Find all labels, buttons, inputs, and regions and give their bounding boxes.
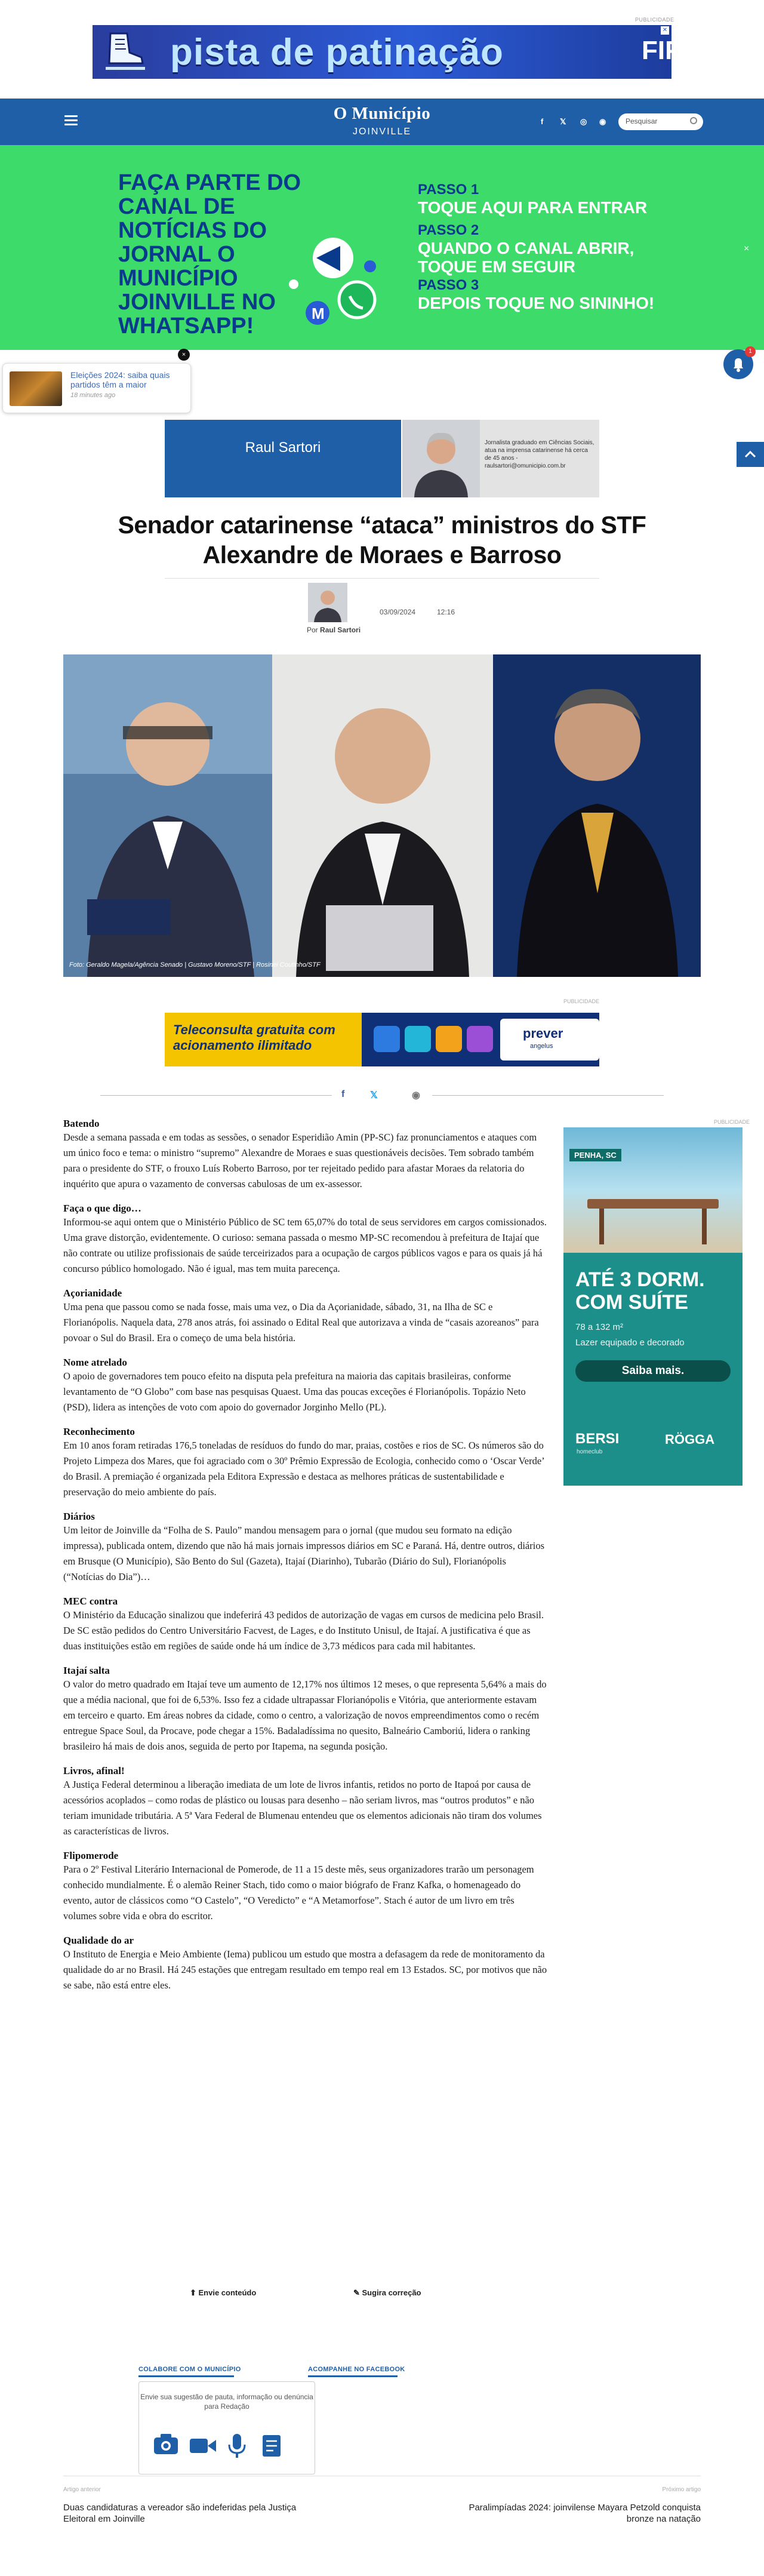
skate-icon [98, 29, 152, 75]
ad-brand-1: BERSI [575, 1431, 620, 1447]
ad-feature-2: Lazer equipado e decorado [575, 1338, 685, 1348]
section-text: Desde a semana passada e em todas as sessões, o senador Esperidião Amin (PP-SC) faz pronunciamentos e ataques com um único foco e tema: o ministro “supremo” Alexandre de Moraes e suas questionáveis decisões. Tem sobrado também para o presidente do STF, o frouxo Luís Roberto Barroso, por ter rejeitado pedido para afastar Moraes da relatoria do inquérito que apura o vazamento de conversas cabulosas de um ex-assessor. [63, 1132, 537, 1189]
article-time: 12:16 [437, 608, 455, 616]
notification-close-icon[interactable]: × [178, 349, 190, 361]
ad-location: PENHA, SC [569, 1149, 621, 1161]
columnist-photo [402, 420, 480, 497]
instagram-icon[interactable]: ◎ [580, 117, 587, 126]
svg-text:M: M [312, 305, 325, 322]
ad-text: Teleconsulta gratuita com acionamento ilimitado [173, 1022, 335, 1053]
photo-caption: Foto: Geraldo Magela/Agência Senado | Gustavo Moreno/STF | Rosinei Coutinho/STF [69, 961, 321, 969]
step-heading: PASSO 1 [418, 182, 479, 198]
ad-brand-sub: A FEIRA DA MODA [701, 44, 748, 63]
step-text: QUANDO O CANAL ABRIR, TOQUE EM SEGUIR [418, 239, 634, 276]
colab-tab[interactable]: COLABORE COM O MUNICÍPIO [138, 2366, 241, 2373]
facebook-icon[interactable]: f [541, 117, 544, 126]
real-estate-ad[interactable] [563, 1127, 743, 1486]
write-icon[interactable] [263, 2435, 281, 2457]
site-logo[interactable]: O Município [333, 104, 431, 123]
section-heading: Livros, afinal! [63, 1765, 125, 1776]
ad-brand-2: RÖGGA [665, 1432, 715, 1447]
section-heading: Batendo [63, 1118, 100, 1129]
article-title: Senador catarinense “ataca” ministros do STF Alexandre de Moraes e Barroso [118, 511, 646, 568]
article-date: 03/09/2024 [380, 608, 416, 616]
article-body [63, 1118, 548, 1993]
top-banner-ad[interactable] [93, 25, 748, 79]
next-article-label: Próximo artigo [662, 2486, 701, 2493]
next-article-link[interactable]: Paralimpíadas 2024: joinvilense Mayara Petzold conquista bronze na natação [469, 2503, 701, 2524]
whatsapp-icon[interactable]: ◉ [599, 117, 606, 126]
ad-close-icon[interactable]: ✕ [661, 26, 669, 35]
columnist-bio: Jornalista graduado em Ciências Sociais, atua na imprensa catarinense há cerca de 45 anos - raulsartori@omunicipio.com.br [480, 420, 599, 497]
ad-headline: ATÉ 3 DORM. COM SUÍTE [575, 1268, 705, 1314]
divider [165, 578, 599, 579]
columnist-name[interactable]: Raul Sartori [245, 439, 321, 456]
step-text: DEPOIS TOQUE NO SININHO! [418, 294, 655, 312]
section-heading: MEC contra [63, 1596, 118, 1607]
step-text: TOQUE AQUI PARA ENTRAR [418, 198, 648, 217]
share-whatsapp-icon[interactable]: ◉ [412, 1090, 420, 1101]
camera-icon[interactable] [154, 2434, 178, 2454]
ad-cta-button[interactable]: Saiba mais. [575, 1360, 731, 1382]
send-content-label: Envie conteúdo [198, 2288, 257, 2297]
chevron-up-icon [737, 442, 764, 467]
byline-prefix: Por [307, 626, 318, 634]
ad-brand: FIP [642, 36, 683, 65]
section-text: Informou-se aqui ontem que o Ministério Público de SC tem 65,07% do total de seus servidores em cargos comissionados. Uma grave distorção, evidentemente. O curioso: semana passada o mesmo MP-SC recomendou à prefeitura de Itajaí que não contrate ou utilize profissionais de saúde terceirizados para a ocupação de cargos públicos vagos e para os quais já há concurso público homologado. Não é igual, mas tem muita parecença. [63, 1216, 547, 1274]
ad-label: PUBLICIDADE [563, 998, 600, 1004]
columnist-banner [165, 420, 401, 497]
tab-underline [308, 2375, 398, 2377]
section-text: O apoio de governadores tem pouco efeito na disputa pela prefeitura na maioria das capitais brasileiras, conforme levantamento de “O Globo” com base nas pesquisas Quaest. Uma das poucas exceções é Florianópolis. Topázio Neto (PSD), lidera as intenções de voto com apoio do governador Jorginho Mello (PL). [63, 1370, 526, 1413]
step-heading: PASSO 3 [418, 277, 479, 293]
section-heading: Flipomerode [63, 1850, 119, 1861]
notification-thumbnail [10, 371, 62, 406]
section-heading: Açorianidade [63, 1287, 122, 1299]
byline-author[interactable]: Raul Sartori [320, 626, 361, 634]
suggest-correction-label: Sugira correção [362, 2288, 421, 2297]
whatsapp-banner-headline: FAÇA PARTE DO CANAL DE NOTÍCIAS DO JORNAL O MUNICÍPIO JOINVILLE NO WHATSAPP! [118, 170, 301, 339]
site-logo-subtitle: JOINVILLE [352, 127, 412, 137]
whatsapp-step-1[interactable] [418, 182, 692, 217]
article-byline [307, 626, 361, 634]
colab-text: Envie sua sugestão de pauta, informação ou denúncia para Redação [140, 2393, 313, 2411]
step-heading: PASSO 2 [418, 222, 479, 238]
section-heading: Diários [63, 1511, 95, 1522]
banner-close-icon[interactable]: × [744, 244, 750, 254]
ad-feature-1: 78 a 132 m² [575, 1322, 624, 1332]
share-facebook-icon[interactable]: f [341, 1089, 345, 1099]
ad-brand-sub: angelus [530, 1043, 553, 1050]
ad-slogan: pista de patinação [170, 32, 504, 73]
tab-underline [138, 2375, 234, 2377]
ad-label: PUBLICIDADE [635, 17, 674, 23]
section-text: O valor do metro quadrado em Itajaí teve um aumento de 12,17% nos últimos 12 meses, o que representa 5,64% a mais do que a média nacional, que foi de 6,53%. Isso fez a cidade ultrapassar Florianópolis e Vitória, que anteriormente estavam em terceiro e quarto. Em áreas nobres da cidade, como o centro, a valorização de novos empreendimentos como o recém entregue Space Soul, da Procave, pode chegar a 15%. Badaladíssima no quesito, Balneário Camboriú, lidera o ranking brasileiro há mais de dois anos, seguida de perto por Itapema, na segunda posição. [63, 1679, 547, 1752]
ad-brand-1-sub: homeclub [577, 1449, 603, 1455]
divider [432, 1095, 664, 1096]
prev-article-label: Artigo anterior [63, 2486, 101, 2493]
section-heading: Qualidade do ar [63, 1935, 134, 1946]
section-text: Um leitor de Joinville da “Folha de S. Paulo” mandou mensagem para o jornal (que mudou seu formato na edição impressa), publicada ontem, dizendo que não há mais jornais impressos diários em SC e Paraná. Há, dentre outros, diários em Brusque (O Município), São Bento do Sul (Gazeta), Itajaí (Diarinho), Tubarão (Diário do Sul), Florianópolis (“Notícias do Dia”)… [63, 1524, 545, 1582]
upload-icon: ⬆ [190, 2288, 199, 2297]
send-content-link[interactable] [190, 2288, 256, 2298]
suggest-correction-link[interactable] [353, 2288, 421, 2298]
section-text: Em 10 anos foram retiradas 176,5 toneladas de resíduos do fundo do mar, praias, costões e rios de SC. Os números são do Projeto Limpeza dos Mares, que foi agraciado com o 30º Prêmio Expressão de Ecologia, conhecido como o ‘Oscar Verde’ do Brasil. A premiação é organizada pela Editora Expressão e destaca as melhores práticas de sustentabilidade e preservação do meio ambiente do país. [63, 1440, 544, 1498]
search-placeholder: Pesquisar [626, 117, 658, 125]
whatsapp-step-2 [418, 222, 692, 276]
bell-count-badge: 1 [745, 346, 756, 357]
section-heading: Faça o que digo… [63, 1203, 141, 1214]
search-input[interactable] [618, 113, 703, 130]
share-twitter-icon[interactable]: 𝕏 [370, 1090, 378, 1101]
author-avatar[interactable] [308, 583, 347, 622]
section-heading: Itajaí salta [63, 1665, 110, 1676]
search-icon[interactable] [690, 117, 697, 124]
article-photo [63, 654, 701, 977]
colab-icons [153, 2430, 302, 2460]
facebook-tab[interactable]: ACOMPANHE NO FACEBOOK [308, 2366, 405, 2373]
section-text: A Justiça Federal determinou a liberação imediata de um lote de livros infantis, retidos no porto de Itapoá por causa de acessórios acoplados – como rodas de plástico ou lousas para desenho – não seriam livros, mas “outros produtos” e não teriam imunidade tributária. A 5ª Vara Federal de Blumenau entendeu que os elementos adicionais não tiram dos volumes as características de livros. [63, 1779, 542, 1837]
twitter-icon[interactable]: 𝕏 [560, 117, 566, 126]
edit-icon: ✎ [353, 2288, 362, 2297]
teleconsulta-ad[interactable] [165, 1013, 599, 1066]
section-text: O Ministério da Educação sinalizou que indeferirá 43 pedidos de autorização de vagas em cursos de medicina pelo Brasil. De SC estão pedidos do Centro Universitário Facvest, de Lages, e do Instituto Unisul, de Itajaí. A justificativa é que as duas instituições estão em regiões de saúde onde há um índice de 3,73 médicos para cada mil habitantes. [63, 1609, 544, 1652]
section-text: O Instituto de Energia e Meio Ambiente (Iema) publicou um estudo que mostra a defasagem da rede de monitoramento da qualidade do ar no Brasil. Há 245 estações que entregam resultado em tempo real em 13 Estados. SC, por motivos que não se sabe, não está entre eles. [63, 1948, 547, 1991]
section-text: Uma pena que passou como se nada fosse, mais uma vez, o Dia da Açorianidade, sábado, 31, na Ilha de SC e Florianópolis. Naquela data, 278 anos atrás, foi assinado o Edital Real que autorizava a vinda de “casais azoreanos” para povoar o Sul do Brasil. Era o começo de uma bela história. [63, 1301, 539, 1344]
whatsapp-step-3 [418, 277, 692, 312]
ad-label: PUBLICIDADE [714, 1119, 750, 1125]
ad-brand: prever [523, 1026, 563, 1041]
prev-article-link[interactable]: Duas candidaturas a vereador são indeferidas pela Justiça Eleitoral em Joinville [63, 2503, 297, 2524]
notification-title[interactable]: Eleições 2024: saiba quais partidos têm a maior [70, 370, 170, 389]
divider [100, 1095, 332, 1096]
megaphone-whatsapp-icon [281, 222, 382, 330]
section-text: Para o 2º Festival Literário Internacional de Pomerode, de 11 a 15 deste mês, seus organizadores trarão um personagem conhecido mundialmente. É o alemão Reiner Stach, tido como o maior biógrafo de Franz Kafka, o homenageado do evento, autor de clássicos como “O Castelo”, “O Veredicto” e “A Metamorfose”. Stach é autor de um livro em três volumes sobre vida e obra do escritor. [63, 1864, 534, 1922]
section-heading: Reconhecimento [63, 1426, 135, 1437]
video-icon[interactable] [190, 2439, 216, 2453]
microphone-icon[interactable] [229, 2434, 245, 2458]
menu-icon[interactable] [64, 115, 78, 126]
scroll-to-top-button[interactable] [737, 442, 764, 467]
notification-time: 18 minutes ago [70, 392, 116, 399]
section-heading: Nome atrelado [63, 1357, 127, 1368]
